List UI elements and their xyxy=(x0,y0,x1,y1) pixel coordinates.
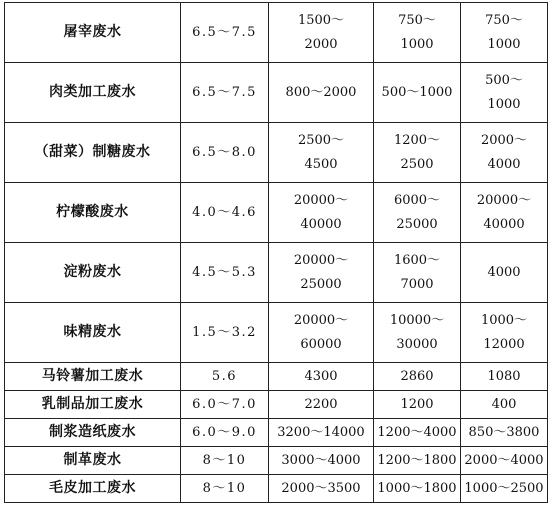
value-line: 30000 xyxy=(396,336,438,352)
value-line: 3000～4000 xyxy=(281,452,361,468)
table-row xyxy=(5,3,548,63)
table-row xyxy=(5,123,548,183)
table-row xyxy=(5,391,548,419)
c3-value-cell xyxy=(374,363,461,391)
c4-value-cell xyxy=(461,419,548,447)
value-line: 750～ xyxy=(398,12,436,28)
table-body xyxy=(5,3,548,503)
value-line: 4000 xyxy=(487,264,521,280)
value-line: 20000～ xyxy=(293,192,349,208)
value-line: 1200～4000 xyxy=(377,424,457,440)
c3-value-cell xyxy=(374,475,461,503)
c4-value-cell xyxy=(461,63,548,123)
c3-value-cell xyxy=(374,419,461,447)
value-line: 500～1000 xyxy=(381,84,453,100)
value-line: 1600～ xyxy=(393,252,441,268)
value-line: 1500～ xyxy=(297,12,345,28)
c2-value-cell xyxy=(269,243,374,303)
table-row xyxy=(5,243,548,303)
value-line: 20000～ xyxy=(476,192,532,208)
c2-value-cell xyxy=(269,363,374,391)
wastewater-type-cell: 屠宰废水 xyxy=(5,3,181,63)
value-line: 1000～1800 xyxy=(377,480,457,496)
value-line: 40000 xyxy=(483,216,525,232)
c2-value-cell xyxy=(269,63,374,123)
value-line: 1080 xyxy=(487,368,521,384)
value-line: 20000～ xyxy=(293,312,349,328)
table-row xyxy=(5,419,548,447)
ph-cell: 6.5～8.0 xyxy=(181,123,269,183)
value-line: 2200 xyxy=(304,396,338,412)
c3-value-cell xyxy=(374,391,461,419)
c2-value-cell xyxy=(269,303,374,363)
value-line: 400 xyxy=(491,396,517,412)
ph-cell: 6.5～7.5 xyxy=(181,3,269,63)
c4-value-cell xyxy=(461,303,548,363)
value-line: 750～ xyxy=(485,12,523,28)
c3-value-cell xyxy=(374,123,461,183)
wastewater-quality-table xyxy=(4,2,548,503)
c2-value-cell xyxy=(269,447,374,475)
ph-cell: 8～10 xyxy=(181,447,269,475)
value-line: 1200 xyxy=(400,396,434,412)
ph-cell: 6.5～7.5 xyxy=(181,63,269,123)
ph-cell: 1.5～3.2 xyxy=(181,303,269,363)
c4-value-cell xyxy=(461,363,548,391)
c2-value-cell xyxy=(269,475,374,503)
value-line: 60000 xyxy=(300,336,342,352)
wastewater-type-cell: 肉类加工废水 xyxy=(5,63,181,123)
value-line: 40000 xyxy=(300,216,342,232)
value-line: 12000 xyxy=(483,336,525,352)
ph-cell: 8～10 xyxy=(181,475,269,503)
wastewater-type-cell: 制浆造纸废水 xyxy=(5,419,181,447)
c3-value-cell xyxy=(374,3,461,63)
value-line: 1000 xyxy=(400,36,434,52)
value-line: 4000 xyxy=(487,156,521,172)
wastewater-table-container xyxy=(4,2,548,503)
c2-value-cell xyxy=(269,391,374,419)
wastewater-type-cell: 淀粉废水 xyxy=(5,243,181,303)
value-line: 1000～2500 xyxy=(464,480,544,496)
c4-value-cell xyxy=(461,183,548,243)
value-line: 25000 xyxy=(396,216,438,232)
table-row xyxy=(5,447,548,475)
c4-value-cell xyxy=(461,123,548,183)
value-line: 1000 xyxy=(487,96,521,112)
value-line: 2500 xyxy=(400,156,434,172)
value-line: 800～2000 xyxy=(285,84,357,100)
value-line: 1000～ xyxy=(480,312,528,328)
table-row xyxy=(5,183,548,243)
c2-value-cell xyxy=(269,419,374,447)
value-line: 25000 xyxy=(300,276,342,292)
wastewater-type-cell: （甜菜）制糖废水 xyxy=(5,123,181,183)
c2-value-cell xyxy=(269,183,374,243)
c3-value-cell xyxy=(374,303,461,363)
table-row xyxy=(5,303,548,363)
c4-value-cell xyxy=(461,3,548,63)
table-row xyxy=(5,63,548,123)
c4-value-cell xyxy=(461,391,548,419)
value-line: 500～ xyxy=(485,72,523,88)
wastewater-type-cell: 马铃薯加工废水 xyxy=(5,363,181,391)
ph-cell: 6.0～7.0 xyxy=(181,391,269,419)
c4-value-cell xyxy=(461,447,548,475)
ph-cell: 4.5～5.3 xyxy=(181,243,269,303)
value-line: 3200～14000 xyxy=(277,424,365,440)
c2-value-cell xyxy=(269,3,374,63)
value-line: 20000～ xyxy=(293,252,349,268)
value-line: 7000 xyxy=(400,276,434,292)
value-line: 2000 xyxy=(304,36,338,52)
c3-value-cell xyxy=(374,63,461,123)
value-line: 6000～ xyxy=(393,192,441,208)
value-line: 850～3800 xyxy=(468,424,540,440)
c4-value-cell xyxy=(461,243,548,303)
value-line: 2000～4000 xyxy=(464,452,544,468)
ph-cell: 4.0～4.6 xyxy=(181,183,269,243)
c3-value-cell xyxy=(374,183,461,243)
wastewater-type-cell: 柠檬酸废水 xyxy=(5,183,181,243)
value-line: 2860 xyxy=(400,368,434,384)
value-line: 1000 xyxy=(487,36,521,52)
table-row xyxy=(5,475,548,503)
c3-value-cell xyxy=(374,243,461,303)
value-line: 2000～3500 xyxy=(281,480,361,496)
value-line: 1200～1800 xyxy=(377,452,457,468)
wastewater-type-cell: 乳制品加工废水 xyxy=(5,391,181,419)
value-line: 10000～ xyxy=(389,312,445,328)
wastewater-type-cell: 味精废水 xyxy=(5,303,181,363)
value-line: 4300 xyxy=(304,368,338,384)
table-row xyxy=(5,363,548,391)
value-line: 2000～ xyxy=(480,132,528,148)
value-line: 1200～ xyxy=(393,132,441,148)
ph-cell: 5.6 xyxy=(181,363,269,391)
wastewater-type-cell: 制革废水 xyxy=(5,447,181,475)
value-line: 4500 xyxy=(304,156,338,172)
value-line: 2500～ xyxy=(297,132,345,148)
c4-value-cell xyxy=(461,475,548,503)
ph-cell: 6.0～9.0 xyxy=(181,419,269,447)
c3-value-cell xyxy=(374,447,461,475)
c2-value-cell xyxy=(269,123,374,183)
wastewater-type-cell: 毛皮加工废水 xyxy=(5,475,181,503)
